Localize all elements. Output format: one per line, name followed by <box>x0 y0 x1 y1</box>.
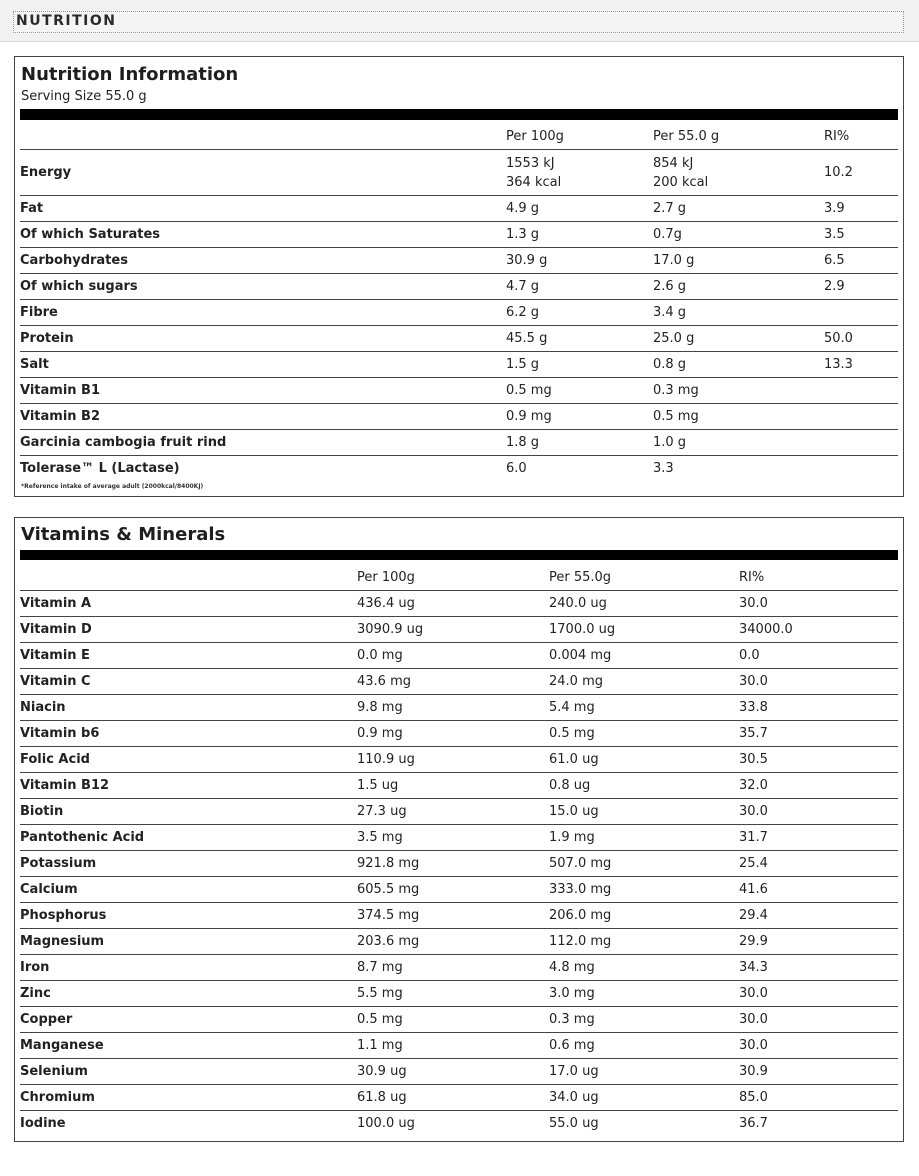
value-ri: 30.0 <box>739 981 898 1007</box>
table-row <box>20 326 898 352</box>
value-per100: 61.8 ug <box>357 1085 549 1111</box>
table-row <box>20 1059 898 1085</box>
value-ri: 30.0 <box>739 669 898 695</box>
value-per-serving: 17.0 ug <box>549 1059 739 1085</box>
value-per-serving: 0.7g <box>653 222 824 248</box>
value-per-serving: 0.3 mg <box>653 378 824 404</box>
value-per-serving: 0.6 mg <box>549 1033 739 1059</box>
value-per-serving: 206.0 mg <box>549 903 739 929</box>
value-ri <box>824 430 898 456</box>
value-per100: 1.5 ug <box>357 773 549 799</box>
value-per-serving: 61.0 ug <box>549 747 739 773</box>
value-per-serving: 17.0 g <box>653 248 824 274</box>
table-row <box>20 430 898 456</box>
value-per-serving: 55.0 ug <box>549 1116 599 1131</box>
value-per-serving: 240.0 ug <box>549 591 739 617</box>
value-ri <box>824 404 898 430</box>
value-per100: 30.9 ug <box>357 1059 549 1085</box>
table-row <box>20 1033 898 1059</box>
value-per100: 3090.9 ug <box>357 617 549 643</box>
value-per-serving: 112.0 mg <box>549 929 739 955</box>
energy-per100-kj: 1553 kJ <box>506 155 555 171</box>
value-ri <box>824 300 898 326</box>
value-ri: 31.7 <box>739 825 898 851</box>
table-row <box>20 248 898 274</box>
table-row <box>20 456 898 482</box>
value-per-serving: 15.0 ug <box>549 799 739 825</box>
value-per-serving: 0.5 mg <box>549 721 739 747</box>
value-per100: 605.5 mg <box>357 877 549 903</box>
nutrient-name: Fibre <box>20 300 506 326</box>
header-per100: Per 100g <box>506 124 653 150</box>
value-ri: 32.0 <box>739 773 898 799</box>
value-per100: 110.9 ug <box>357 747 549 773</box>
value-per100: 0.5 mg <box>506 378 653 404</box>
header-ri: RI% <box>824 124 898 150</box>
nutrient-name: Fat <box>20 196 506 222</box>
value-per-serving: 0.5 mg <box>653 404 824 430</box>
value-ri: 3.5 <box>824 222 898 248</box>
reference-intake-footnote: *Reference intake of average adult (2000kcal/8400KJ) <box>21 483 204 490</box>
nutrition-tab-title: NUTRITION <box>16 13 117 29</box>
energy-label: Energy <box>20 150 506 196</box>
table-row <box>20 955 898 981</box>
table-row <box>20 903 898 929</box>
nutrient-name: Folic Acid <box>20 747 357 773</box>
nutrient-name: Vitamin B2 <box>20 404 506 430</box>
value-ri: 33.8 <box>739 695 898 721</box>
header-per-serving: Per 55.0 g <box>653 124 824 150</box>
table-row <box>20 799 898 825</box>
nutrient-name: Protein <box>20 326 506 352</box>
value-per100: 3.5 mg <box>357 825 549 851</box>
table-row <box>20 196 898 222</box>
value-per100: 27.3 ug <box>357 799 549 825</box>
value-ri: 41.6 <box>739 877 898 903</box>
nutrient-name: Iodine <box>20 1116 66 1131</box>
nutrient-name: Selenium <box>20 1059 357 1085</box>
value-ri: 34000.0 <box>739 617 898 643</box>
table-row <box>20 695 898 721</box>
value-per-serving: 25.0 g <box>653 326 824 352</box>
value-per100: 1.3 g <box>506 222 653 248</box>
value-per-serving: 2.6 g <box>653 274 824 300</box>
nutrient-name: Tolerase™ L (Lactase) <box>20 461 180 476</box>
nutrient-name: Zinc <box>20 981 357 1007</box>
nutrient-name: Iron <box>20 955 357 981</box>
value-ri: 30.5 <box>739 747 898 773</box>
value-ri: 13.3 <box>824 352 898 378</box>
nutrient-name: Vitamin A <box>20 591 357 617</box>
value-per100: 9.8 mg <box>357 695 549 721</box>
value-ri: 30.0 <box>739 591 898 617</box>
vitamins-minerals-title: Vitamins & Minerals <box>21 524 226 545</box>
energy-per100-kcal: 364 kcal <box>506 174 562 190</box>
value-per-serving: 1.9 mg <box>549 825 739 851</box>
value-per100: 6.2 g <box>506 300 653 326</box>
header-empty-cell <box>20 565 357 591</box>
nutrient-name: Manganese <box>20 1033 357 1059</box>
table-row <box>20 981 898 1007</box>
table-row <box>20 404 898 430</box>
value-per100: 0.5 mg <box>357 1007 549 1033</box>
nutrition-table <box>20 124 898 481</box>
nutrient-name: Garcinia cambogia fruit rind <box>20 430 506 456</box>
value-ri: 30.0 <box>739 799 898 825</box>
nutrient-name: Vitamin C <box>20 669 357 695</box>
nutrient-name: Calcium <box>20 877 357 903</box>
nutrient-name: Carbohydrates <box>20 248 506 274</box>
value-ri: 0.0 <box>739 643 898 669</box>
value-per100: 8.7 mg <box>357 955 549 981</box>
value-ri: 29.9 <box>739 929 898 955</box>
table-row <box>20 721 898 747</box>
table-row <box>20 1085 898 1111</box>
table-row <box>20 877 898 903</box>
energy-ri: 10.2 <box>824 150 898 196</box>
table-row <box>20 274 898 300</box>
nutrient-name: Vitamin B12 <box>20 773 357 799</box>
value-per-serving: 333.0 mg <box>549 877 739 903</box>
value-ri: 35.7 <box>739 721 898 747</box>
value-per-serving: 0.8 g <box>653 352 824 378</box>
nutrition-tab[interactable] <box>13 11 904 33</box>
header-ri: RI% <box>739 565 898 591</box>
table-row <box>20 300 898 326</box>
value-ri: 3.9 <box>824 196 898 222</box>
nutrient-name: Potassium <box>20 851 357 877</box>
nutrient-name: Vitamin B1 <box>20 378 506 404</box>
nutrient-name: Niacin <box>20 695 357 721</box>
nutrition-information-panel <box>14 56 904 497</box>
table-row <box>20 222 898 248</box>
table-row <box>20 591 898 617</box>
value-per-serving: 0.8 ug <box>549 773 739 799</box>
value-ri: 29.4 <box>739 903 898 929</box>
value-per100: 0.9 mg <box>506 404 653 430</box>
value-per100: 0.9 mg <box>357 721 549 747</box>
value-per100: 43.6 mg <box>357 669 549 695</box>
nutrient-name: Chromium <box>20 1085 357 1111</box>
nutrient-name: Copper <box>20 1007 357 1033</box>
nutrition-thick-rule <box>20 109 898 120</box>
nutrient-name: Vitamin b6 <box>20 721 357 747</box>
energy-serving-kcal: 200 kcal <box>653 174 709 190</box>
value-ri: 85.0 <box>739 1085 898 1111</box>
value-per100: 1.1 mg <box>357 1033 549 1059</box>
value-per-serving: 1700.0 ug <box>549 617 739 643</box>
value-per100: 100.0 ug <box>357 1116 415 1131</box>
value-per100: 6.0 <box>506 461 527 476</box>
value-per100: 1.5 g <box>506 352 653 378</box>
header-empty-cell <box>20 124 506 150</box>
nutrient-name: Of which Saturates <box>20 222 506 248</box>
value-per-serving: 3.0 mg <box>549 981 739 1007</box>
value-ri: 25.4 <box>739 851 898 877</box>
vitamins-thick-rule <box>20 550 898 560</box>
serving-size: Serving Size 55.0 g <box>21 89 147 104</box>
value-per-serving: 3.3 <box>653 461 674 476</box>
value-per100: 5.5 mg <box>357 981 549 1007</box>
nutrient-name: Magnesium <box>20 929 357 955</box>
energy-per100 <box>506 150 653 196</box>
table-row <box>20 929 898 955</box>
value-per100: 4.9 g <box>506 196 653 222</box>
nutrient-name: Of which sugars <box>20 274 506 300</box>
vitamins-table <box>20 565 898 1136</box>
value-per-serving: 3.4 g <box>653 300 824 326</box>
value-ri: 34.3 <box>739 955 898 981</box>
nutrient-name: Salt <box>20 352 506 378</box>
header-per-serving: Per 55.0g <box>549 565 739 591</box>
value-per-serving: 0.3 mg <box>549 1007 739 1033</box>
table-row-energy <box>20 150 898 196</box>
table-row <box>20 669 898 695</box>
value-per-serving: 5.4 mg <box>549 695 739 721</box>
value-per-serving: 4.8 mg <box>549 955 739 981</box>
value-per100: 203.6 mg <box>357 929 549 955</box>
value-ri: 50.0 <box>824 326 898 352</box>
table-row <box>20 617 898 643</box>
value-per100: 1.8 g <box>506 430 653 456</box>
value-per100: 921.8 mg <box>357 851 549 877</box>
nutrient-name: Vitamin E <box>20 643 357 669</box>
value-ri: 30.0 <box>739 1007 898 1033</box>
table-row <box>20 643 898 669</box>
value-ri: 30.0 <box>739 1033 898 1059</box>
nutrient-name: Biotin <box>20 799 357 825</box>
value-per100: 374.5 mg <box>357 903 549 929</box>
value-per-serving: 34.0 ug <box>549 1085 739 1111</box>
table-row <box>20 773 898 799</box>
value-per100: 4.7 g <box>506 274 653 300</box>
value-per-serving: 0.004 mg <box>549 643 739 669</box>
table-row <box>20 1007 898 1033</box>
value-per-serving: 1.0 g <box>653 430 824 456</box>
value-per100: 436.4 ug <box>357 591 549 617</box>
value-per100: 0.0 mg <box>357 643 549 669</box>
table-row <box>20 352 898 378</box>
value-ri: 30.9 <box>739 1059 898 1085</box>
value-ri: 6.5 <box>824 248 898 274</box>
value-per-serving: 24.0 mg <box>549 669 739 695</box>
value-ri: 36.7 <box>739 1116 768 1131</box>
vitamins-minerals-panel <box>14 517 904 1142</box>
table-row <box>20 1111 898 1137</box>
table-row <box>20 747 898 773</box>
energy-serving-kj: 854 kJ <box>653 155 694 171</box>
value-per100: 45.5 g <box>506 326 653 352</box>
value-ri <box>824 456 898 482</box>
value-per-serving: 2.7 g <box>653 196 824 222</box>
nutrient-name: Phosphorus <box>20 903 357 929</box>
energy-serving <box>653 150 824 196</box>
value-per100: 30.9 g <box>506 248 653 274</box>
nutrition-table-header-row <box>20 124 898 150</box>
value-ri <box>824 378 898 404</box>
value-ri: 2.9 <box>824 274 898 300</box>
vitamins-table-header-row <box>20 565 898 591</box>
table-row <box>20 378 898 404</box>
nutrition-header-bar <box>0 0 919 42</box>
nutrient-name: Vitamin D <box>20 617 357 643</box>
nutrient-name: Pantothenic Acid <box>20 825 357 851</box>
nutrition-information-title: Nutrition Information <box>21 64 239 85</box>
table-row <box>20 851 898 877</box>
header-per100: Per 100g <box>357 565 549 591</box>
value-per-serving: 507.0 mg <box>549 851 739 877</box>
table-row <box>20 825 898 851</box>
